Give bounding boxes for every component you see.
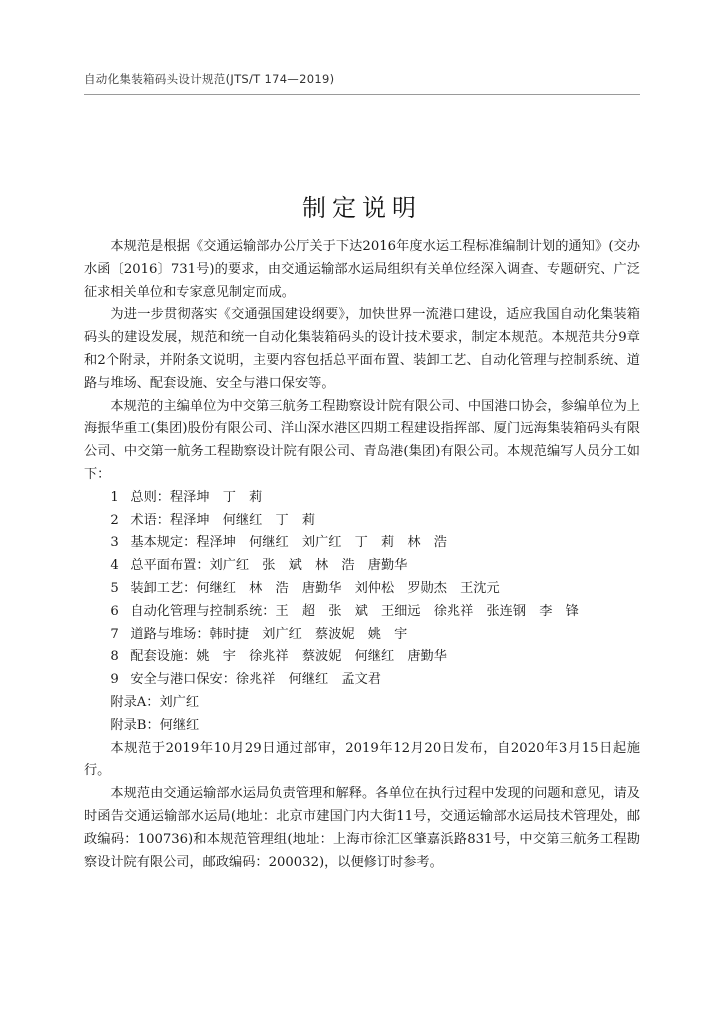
- list-item-text: 配套设施：姚 宇 徐兆祥 蔡波妮 何继红 唐勤华: [130, 649, 447, 665]
- list-item: [84, 601, 640, 624]
- list-item-number: 4: [110, 558, 119, 574]
- author-list: [84, 487, 640, 692]
- list-item-number: 1: [110, 489, 119, 505]
- appendix-b-author: 附录B：何继红: [110, 717, 200, 733]
- list-item: [84, 669, 640, 692]
- list-item: [84, 578, 640, 601]
- list-item-text: 自动化管理与控制系统：王 超 张 斌 王细远 徐兆祥 张连钢 李 锋: [130, 603, 579, 619]
- list-item: [84, 532, 640, 555]
- list-item-text: 总平面布置：刘广红 张 斌 林 浩 唐勤华: [130, 558, 408, 574]
- list-item-number: 6: [110, 603, 119, 619]
- list-item-text: 道路与堆场：韩时捷 刘广红 蔡波妮 姚 宇: [130, 626, 408, 642]
- list-item: [84, 624, 640, 647]
- list-item-number: 9: [110, 672, 119, 688]
- list-item-number: 3: [110, 535, 119, 551]
- list-item: [84, 487, 640, 510]
- running-header: 自动化集装箱码头设计规范(JTS/T 174—2019): [84, 72, 335, 86]
- list-item-text: 总则：程泽坤 丁 莉: [130, 489, 263, 505]
- list-item-text: 装卸工艺：何继红 林 浩 唐勤华 刘仲松 罗勋杰 王沈元: [130, 580, 500, 596]
- list-item-text: 术语：程泽坤 何继红 丁 莉: [130, 512, 316, 528]
- list-item-number: 2: [110, 512, 119, 528]
- body-text: [84, 236, 640, 874]
- list-item: [84, 510, 640, 533]
- list-item: [84, 646, 640, 669]
- paragraph-feedback: 本规范由交通运输部水运局负责管理和解释。各单位在执行过程中发现的问题和意见，请及时函告交通运输部水运局(地址：北京市建国门内大街11号，交通运输部水运局技术管理处，邮政编码：100736)和本规范管理组(地址：上海市徐汇区肇嘉浜路831号，中交第三航务工程勘察设计院有限公司，邮政编码：200032)，以便修订时参考。: [84, 786, 640, 870]
- header-divider: [84, 94, 640, 95]
- list-item: [84, 555, 640, 578]
- paragraph-purpose: 为进一步贯彻落实《交通强国建设纲要》，加快世界一流港口建设，适应我国自动化集装箱码头的建设发展，规范和统一自动化集装箱码头的设计技术要求，制定本规范。本规范共分9章和2个附录，并附条文说明，主要内容包括总平面布置、装卸工艺、自动化管理与控制系统、道路与堆场、配套设施、安全与港口保安等。: [84, 307, 640, 391]
- list-item-text: 安全与港口保安：徐兆祥 何继红 孟文君: [130, 672, 381, 688]
- list-item-number: 7: [110, 626, 119, 642]
- page-title: 制定说明: [302, 194, 422, 222]
- appendix-a-author: 附录A：刘广红: [110, 694, 200, 710]
- list-item-text: 基本规定：程泽坤 何继红 刘广红 丁 莉 林 浩: [130, 535, 447, 551]
- list-item-number: 5: [110, 580, 119, 596]
- paragraph-basis: 本规范是根据《交通运输部办公厅关于下达2016年度水运工程标准编制计划的通知》(交办水函〔2016〕731号)的要求，由交通运输部水运局组织有关单位经深入调查、专题研究、广泛征求相关单位和专家意见制定而成。: [84, 239, 640, 300]
- paragraph-effective-date: 本规范于2019年10月29日通过部审，2019年12月20日发布，自2020年3月15日起施行。: [84, 740, 640, 779]
- paragraph-units: 本规范的主编单位为中交第三航务工程勘察设计院有限公司、中国港口协会，参编单位为上海振华重工(集团)股份有限公司、洋山深水港区四期工程建设指挥部、厦门远海集装箱码头有限公司、中交第一航务工程勘察设计院有限公司、青岛港(集团)有限公司。本规范编写人员分工如下：: [84, 398, 640, 482]
- list-item-number: 8: [110, 649, 119, 665]
